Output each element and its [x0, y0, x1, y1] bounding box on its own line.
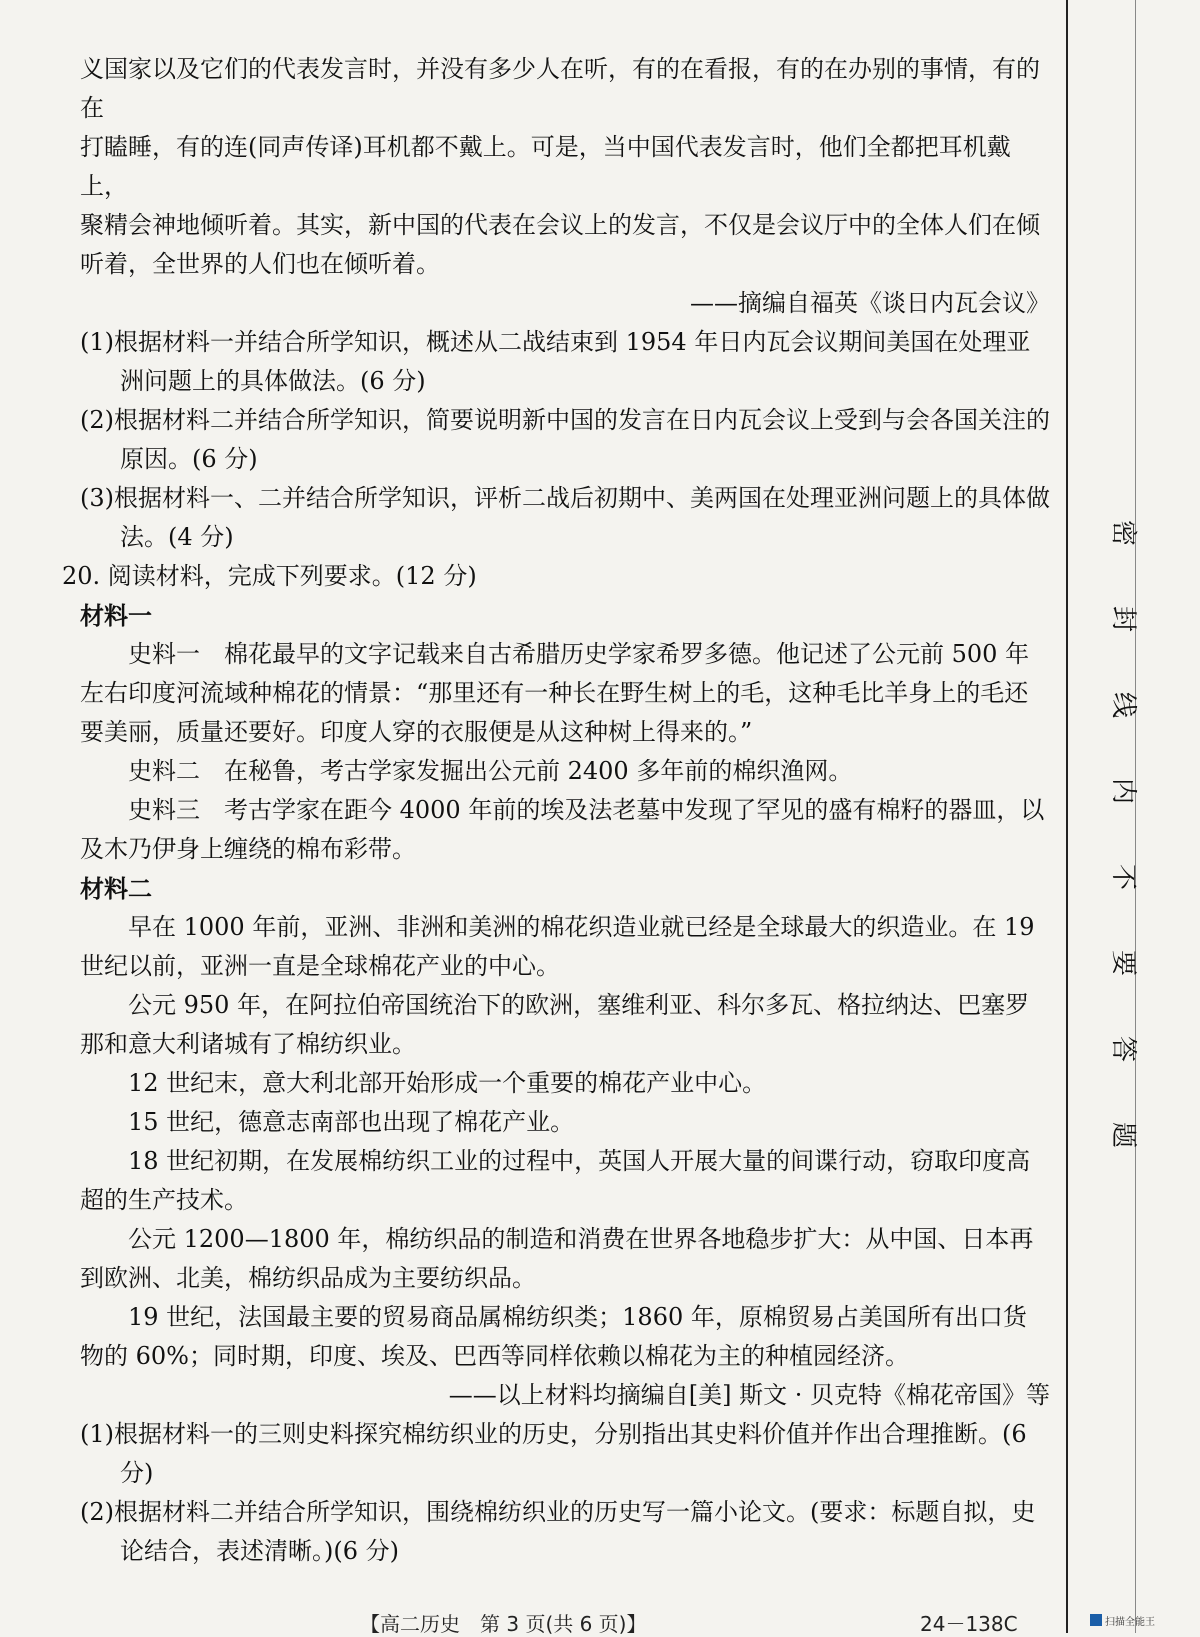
footer-exam-code: 24－138C [920, 1612, 1018, 1636]
material-2-paragraph: 早在 1000 年前，亚洲、非洲和美洲的棉花织造业就已经是全球最大的织造业。在 19 世纪以前，亚洲一直是全球棉花产业的中心。 [80, 913, 1035, 980]
material-2-paragraph: 12 世纪末，意大利北部开始形成一个重要的棉花产业中心。 [128, 1069, 767, 1097]
scanner-logo-icon [1090, 1614, 1102, 1626]
question-19-2: (2)根据材料二并结合所学知识，简要说明新中国的发言在日内瓦会议上受到与会各国关注的原因。(6 分) [80, 406, 1050, 473]
seal-char: 线 [1107, 691, 1138, 719]
seal-char: 不 [1107, 863, 1138, 891]
seal-char: 答 [1107, 1035, 1138, 1063]
scanner-watermark [1090, 1610, 1190, 1630]
material-2-paragraph: 19 世纪，法国最主要的贸易商品属棉纺织类；1860 年，原棉贸易占美国所有出口货物的 60%；同时期，印度、埃及、巴西等同样依赖以棉花为主的种植园经济。 [80, 1303, 1027, 1370]
question-20-2: (2)根据材料二并结合所学知识，围绕棉纺织业的历史写一篇小论文。(要求：标题自拟，史论结合，表述清晰。)(6 分) [80, 1498, 1036, 1565]
material-2-label: 材料二 [80, 874, 152, 903]
material-1-label: 材料一 [80, 601, 152, 630]
seal-line-notice [1080, 490, 1138, 1178]
seal-char: 要 [1107, 949, 1138, 977]
question-20-1: (1)根据材料一的三则史料探究棉纺织业的历史，分别指出其史料价值并作出合理推断。(6 分) [80, 1420, 1027, 1487]
question-20-heading: 20. 阅读材料，完成下列要求。(12 分) [62, 562, 477, 590]
seal-char: 内 [1107, 777, 1138, 805]
material-line: 聚精会神地倾听着。其实，新中国的代表在会议上的发言，不仅是会议厅中的全体人们在倾 [80, 211, 1040, 239]
material-2-paragraph: 15 世纪，德意志南部也出现了棉花产业。 [128, 1108, 575, 1136]
footer-page-info: 【高二历史 第 3 页(共 6 页)】 [360, 1612, 647, 1636]
question-19-1: (1)根据材料一并结合所学知识，概述从二战结束到 1954 年日内瓦会议期间美国在处理亚洲问题上的具体做法。(6 分) [80, 328, 1031, 395]
scanner-watermark-text: 扫描全能王 [1105, 1616, 1155, 1628]
seal-border-line-outer [1135, 0, 1136, 1633]
material-2-source: ——以上材料均摘编自[美] 斯文 · 贝克特《棉花帝国》等 [448, 1381, 1050, 1409]
material-source: ——摘编自福英《谈日内瓦会议》 [690, 289, 1050, 317]
seal-border-line [1066, 0, 1068, 1633]
material-line: 听着，全世界的人们也在倾听着。 [80, 250, 440, 278]
seal-char: 密 [1107, 519, 1138, 547]
material-2-paragraph: 公元 950 年，在阿拉伯帝国统治下的欧洲，塞维利亚、科尔多瓦、格拉纳达、巴塞罗那和意大利诸城有了棉纺织业。 [80, 991, 1030, 1058]
seal-char: 封 [1107, 605, 1138, 633]
historical-source-3: 史料三 考古学家在距今 4000 年前的埃及法老墓中发现了罕见的盛有棉籽的器皿，以及木乃伊身上缠绕的棉布彩带。 [80, 796, 1045, 863]
seal-char: 题 [1107, 1121, 1138, 1149]
question-19-3: (3)根据材料一、二并结合所学知识，评析二战后初期中、美两国在处理亚洲问题上的具体做法。(4 分) [80, 484, 1050, 551]
material-2-paragraph: 18 世纪初期，在发展棉纺织工业的过程中，英国人开展大量的间谍行动，窃取印度高超的生产技术。 [80, 1147, 1031, 1214]
material-line: 义国家以及它们的代表发言时，并没有多少人在听，有的在看报，有的在办别的事情，有的在 [80, 55, 1040, 122]
historical-source-1: 史料一 棉花最早的文字记载来自古希腊历史学家希罗多德。他记述了公元前 500 年左右印度河流域种棉花的情景：“那里还有一种长在野生树上的毛，这种毛比羊身上的毛还要美丽，质量还要好。印度人穿的衣服便是从这种树上得来的。” [80, 640, 1030, 746]
page-content [62, 50, 1050, 1571]
material-line: 打瞌睡，有的连(同声传译)耳机都不戴上。可是，当中国代表发言时，他们全都把耳机戴上， [80, 133, 1011, 200]
historical-source-2: 史料二 在秘鲁，考古学家发掘出公元前 2400 多年前的棉织渔网。 [128, 757, 853, 785]
material-2-paragraph: 公元 1200—1800 年，棉纺织品的制造和消费在世界各地稳步扩大：从中国、日本再到欧洲、北美，棉纺织品成为主要纺织品。 [80, 1225, 1034, 1292]
